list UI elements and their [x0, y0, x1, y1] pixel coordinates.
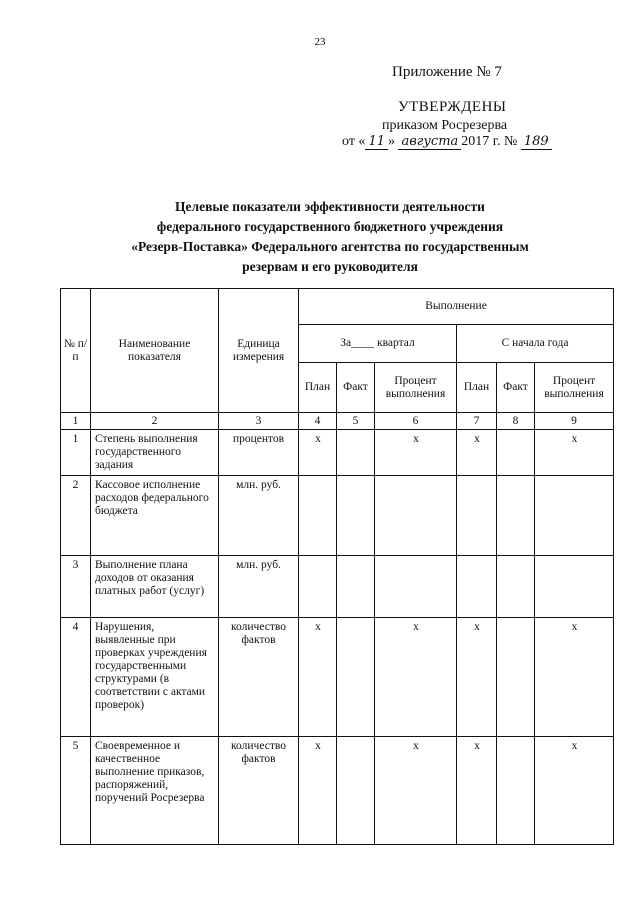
row-num: 3 — [61, 556, 91, 618]
row-num: 5 — [61, 737, 91, 845]
table-row — [61, 430, 614, 476]
appendix-label: Приложение № 7 — [392, 64, 502, 80]
row-plan-year: х — [457, 737, 497, 845]
row-plan-quarter — [299, 476, 337, 556]
order-day-handwritten: 11 — [365, 135, 388, 150]
row-unit: млн. руб. — [219, 476, 299, 556]
table-row — [61, 737, 614, 845]
header-plan-quarter: План — [299, 363, 337, 413]
table-row — [61, 556, 614, 618]
header-percent-quarter: Процент выполнения — [375, 363, 457, 413]
row-percent-year — [535, 476, 614, 556]
row-percent-quarter: х — [375, 430, 457, 476]
header-name: Наименование показателя — [91, 289, 219, 413]
row-fact-year — [497, 618, 535, 737]
row-num: 1 — [61, 430, 91, 476]
row-plan-quarter — [299, 556, 337, 618]
row-name: Кассовое исполнение расходов федерального бюджета — [91, 476, 219, 556]
title-line-3: «Резерв-Поставка» Федерального агентства по государственным — [131, 239, 529, 254]
title-line-4: резервам и его руководителя — [242, 259, 418, 274]
row-percent-year: х — [535, 618, 614, 737]
row-fact-year — [497, 476, 535, 556]
row-percent-quarter: х — [375, 618, 457, 737]
row-unit: количество фактов — [219, 737, 299, 845]
order-month-handwritten: августа — [398, 135, 461, 150]
column-number-row — [61, 413, 614, 430]
row-fact-quarter — [337, 430, 375, 476]
column-number: 1 — [61, 413, 91, 430]
title-line-2: федерального государственного бюджетного учреждения — [156, 219, 504, 234]
row-plan-year: х — [457, 430, 497, 476]
column-number: 9 — [535, 413, 614, 430]
page-number: 23 — [314, 36, 326, 48]
document-title — [80, 197, 580, 277]
row-name: Выполнение плана доходов от оказания платных работ (услуг) — [91, 556, 219, 618]
row-num: 4 — [61, 618, 91, 737]
header-fact-year: Факт — [497, 363, 535, 413]
row-name: Степень выполнения государственного задания — [91, 430, 219, 476]
table-row — [61, 618, 614, 737]
header-plan-year: План — [457, 363, 497, 413]
order-date-line — [342, 134, 552, 150]
row-plan-year: х — [457, 618, 497, 737]
order-number-handwritten: 189 — [521, 135, 552, 150]
row-unit: млн. руб. — [219, 556, 299, 618]
row-percent-quarter — [375, 556, 457, 618]
indicators-table — [60, 288, 614, 845]
table-row — [61, 476, 614, 556]
row-fact-year — [497, 556, 535, 618]
column-number: 6 — [375, 413, 457, 430]
column-number: 5 — [337, 413, 375, 430]
row-fact-year — [497, 737, 535, 845]
row-unit: процентов — [219, 430, 299, 476]
row-plan-year — [457, 556, 497, 618]
row-plan-quarter: х — [299, 737, 337, 845]
row-plan-quarter: х — [299, 618, 337, 737]
row-fact-year — [497, 430, 535, 476]
column-number: 2 — [91, 413, 219, 430]
header-unit: Единица измерения — [219, 289, 299, 413]
date-prefix: от « — [342, 134, 366, 149]
header-percent-year: Процент выполнения — [535, 363, 614, 413]
header-execution: Выполнение — [299, 289, 614, 325]
row-fact-quarter — [337, 556, 375, 618]
quote-close: » — [387, 134, 395, 149]
row-percent-quarter — [375, 476, 457, 556]
column-number: 8 — [497, 413, 535, 430]
row-plan-quarter: х — [299, 430, 337, 476]
row-percent-year: х — [535, 737, 614, 845]
row-fact-quarter — [337, 618, 375, 737]
column-number: 4 — [299, 413, 337, 430]
row-unit: количество фактов — [219, 618, 299, 737]
order-by-line: приказом Росрезерва — [382, 118, 508, 133]
row-percent-year — [535, 556, 614, 618]
row-name: Нарушения, выявленные при проверках учреждения государственными структурами (в соответствии с актами проверок) — [91, 618, 219, 737]
column-number: 7 — [457, 413, 497, 430]
row-percent-year: х — [535, 430, 614, 476]
row-fact-quarter — [337, 476, 375, 556]
row-num: 2 — [61, 476, 91, 556]
column-number: 3 — [219, 413, 299, 430]
row-fact-quarter — [337, 737, 375, 845]
header-fact-quarter: Факт — [337, 363, 375, 413]
row-percent-quarter: х — [375, 737, 457, 845]
approved-heading: УТВЕРЖДЕНЫ — [398, 99, 507, 115]
year-text: 2017 г. № — [461, 134, 518, 149]
header-num: № п/п — [61, 289, 91, 413]
header-quarter: За____ квартал — [299, 325, 457, 363]
row-name: Своевременное и качественное выполнение приказов, распоряжений, поручений Росрезерва — [91, 737, 219, 845]
header-year-start: С начала года — [457, 325, 614, 363]
title-line-1: Целевые показатели эффективности деятельности — [175, 199, 485, 214]
row-plan-year — [457, 476, 497, 556]
